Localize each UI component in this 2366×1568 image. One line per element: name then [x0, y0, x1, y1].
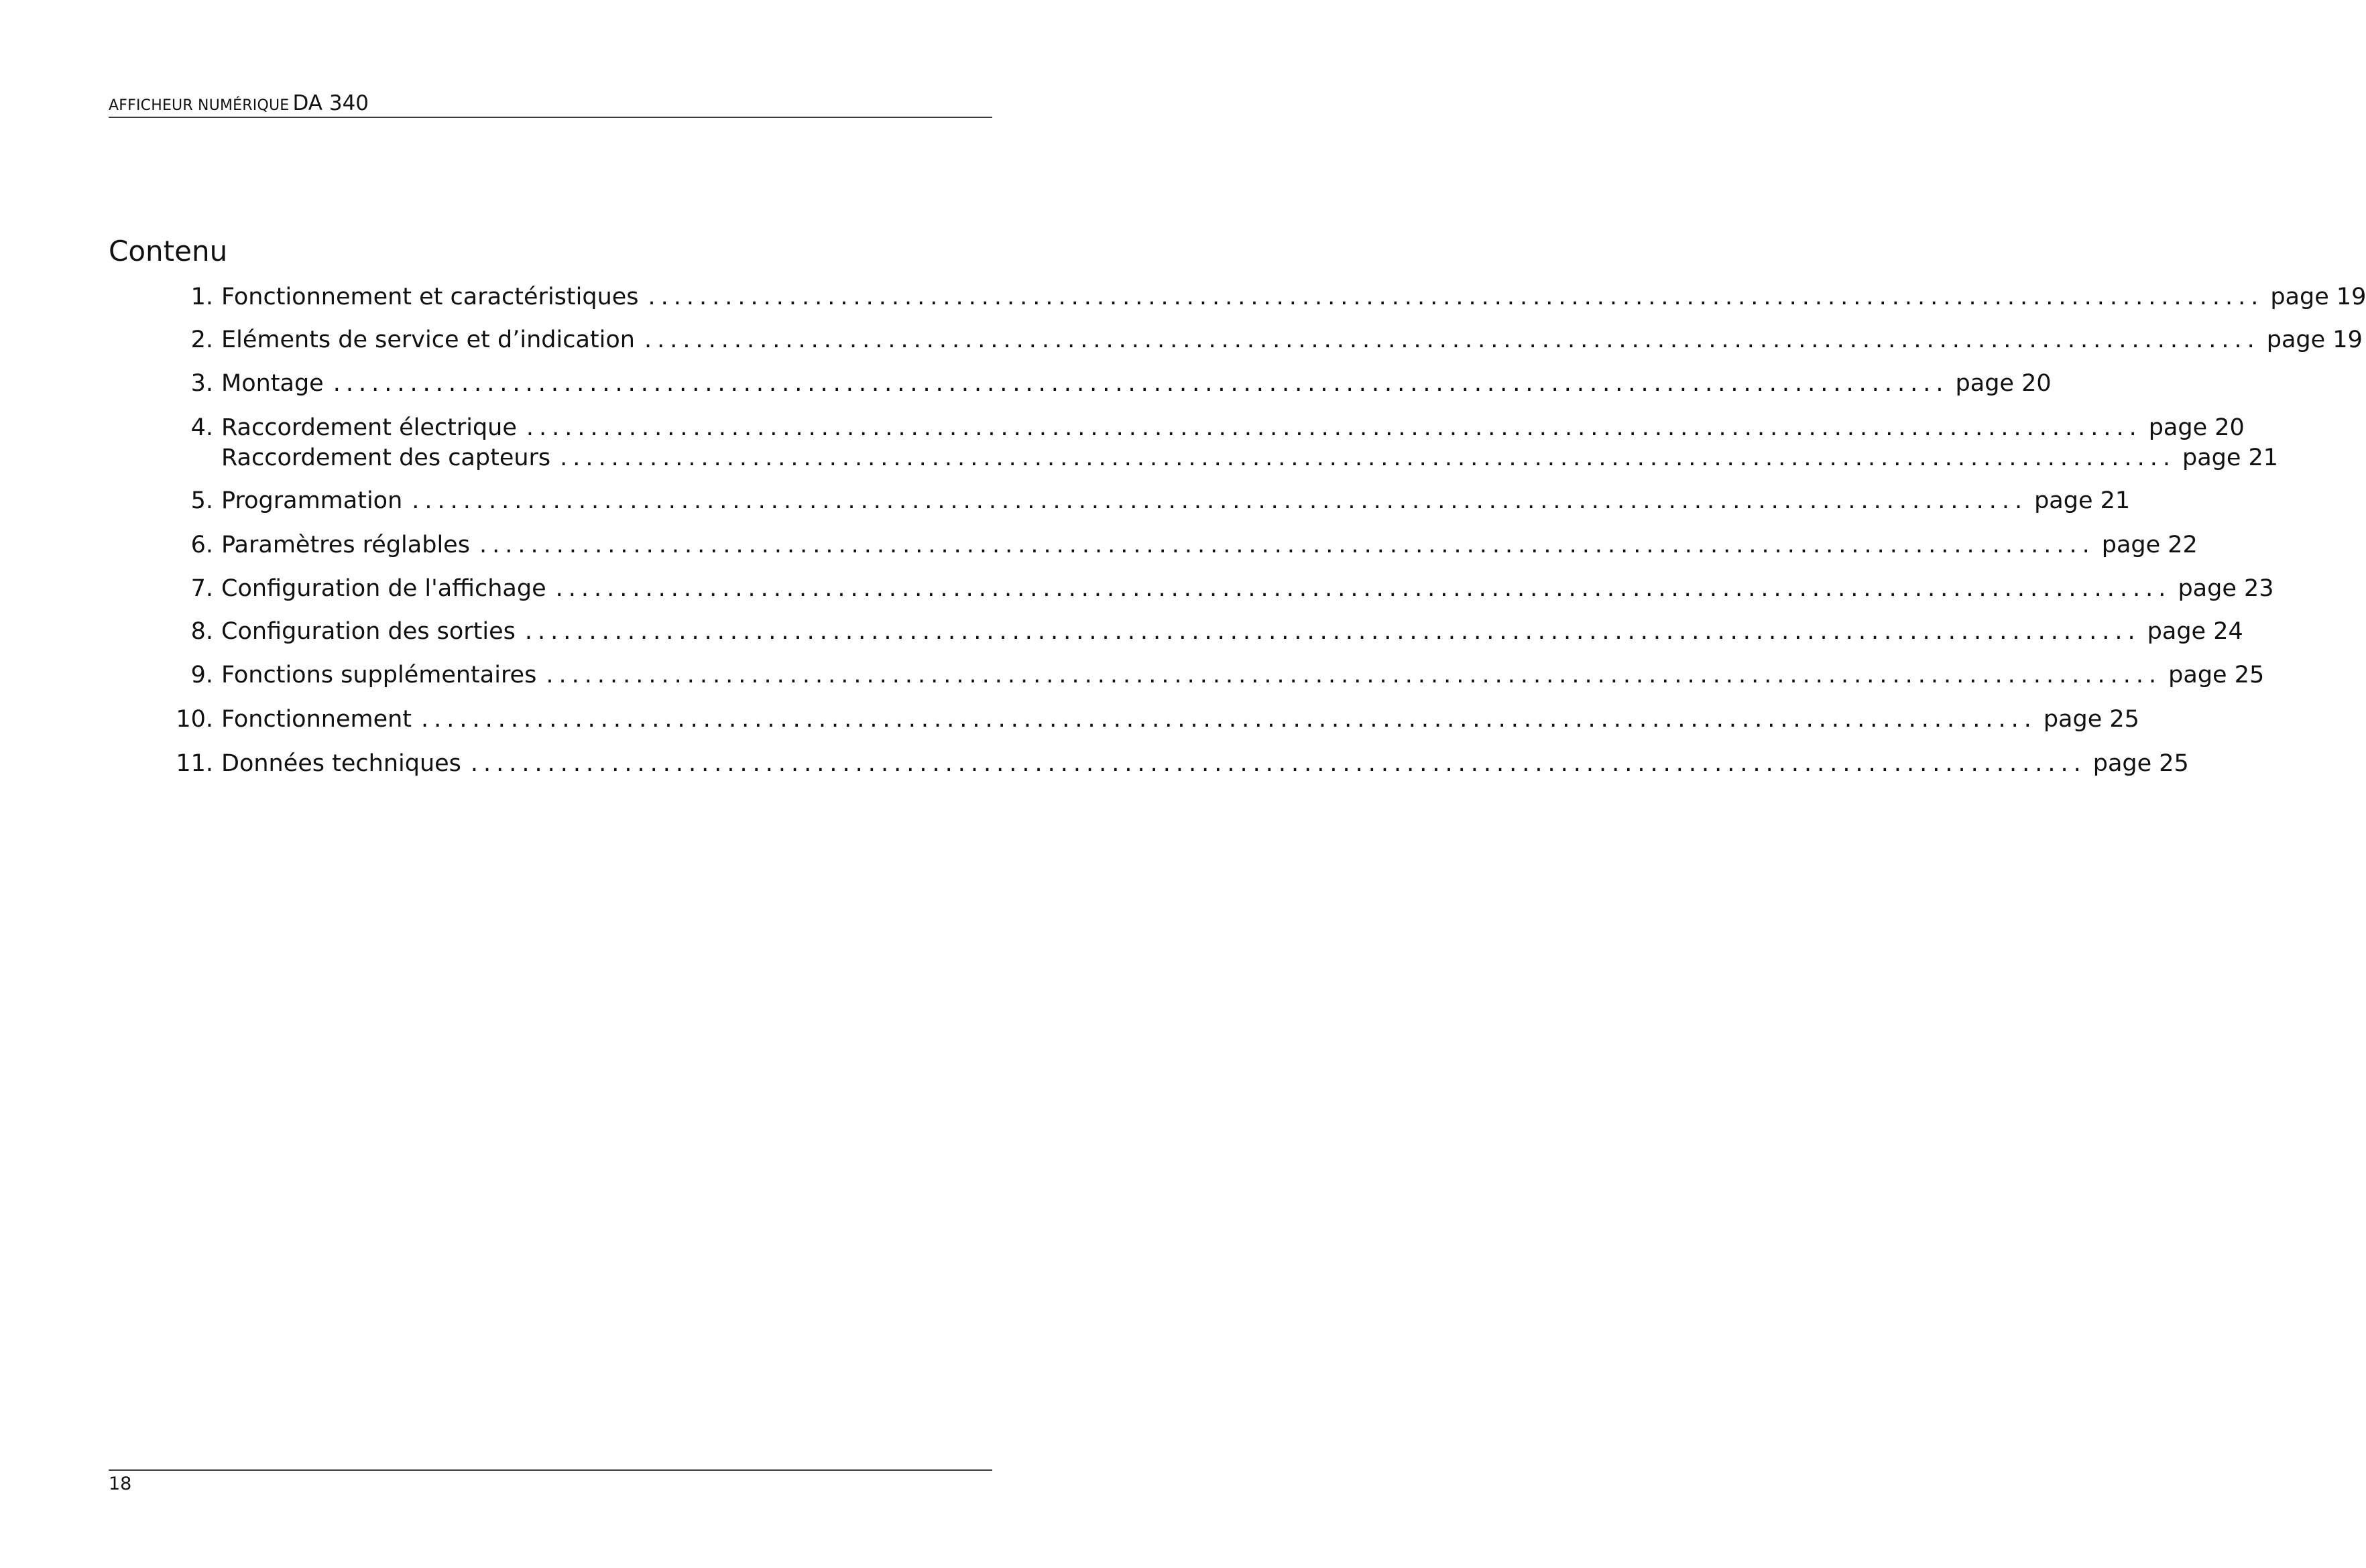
toc-entry-number: 4.: [190, 414, 213, 441]
toc-entry-label: Fonctionnement et caractéristiques: [221, 284, 639, 310]
toc-entry-page: page 24: [2147, 618, 2243, 645]
toc-entry-page: page 19: [2270, 284, 2366, 310]
toc-entry-label: Données techniques: [221, 750, 461, 777]
toc-entry-page: page 19: [2266, 326, 2363, 353]
dot-leader: ..............................................................................................................................: [560, 444, 2176, 471]
toc-entry-label: Fonctions supplémentaires: [221, 662, 537, 688]
page-number: 18: [109, 1473, 132, 1494]
toc-entry-label: Raccordement des capteurs: [221, 444, 551, 471]
toc-entry-label: Fonctionnement: [221, 706, 412, 733]
dot-leader: ..............................................................................................................................: [412, 487, 2028, 514]
toc-entry-page: page 22: [2101, 532, 2198, 558]
running-header: [109, 87, 992, 118]
toc-entry-9[interactable]: [174, 660, 2265, 690]
dot-leader: ..............................................................................................................................: [421, 706, 2037, 733]
toc-entry-label: Programmation: [221, 487, 403, 514]
toc-entry-number: 2.: [190, 326, 213, 353]
toc-entry-5[interactable]: [174, 486, 2131, 516]
dot-leader: ..............................................................................................................................: [524, 618, 2141, 645]
dot-leader: ..............................................................................................................................: [470, 750, 2086, 777]
toc-entry-label: Paramètres réglables: [221, 532, 470, 558]
toc-entry-number: 7.: [190, 575, 213, 602]
toc-entry-number: 8.: [190, 618, 213, 645]
toc-entry-page: page 20: [2148, 414, 2245, 441]
toc-entry-page: page 21: [2034, 487, 2131, 514]
toc-entry-page: page 25: [2043, 706, 2139, 733]
toc-entry-number: 10.: [176, 706, 213, 733]
toc-entry-label: Configuration de l'affichage: [221, 575, 546, 602]
dot-leader: ..............................................................................................................................: [648, 284, 2264, 310]
toc-entry-label: Configuration des sorties: [221, 618, 516, 645]
toc-entry-label: Eléments de service et d’indication: [221, 326, 635, 353]
toc-entry-11[interactable]: [174, 749, 2189, 778]
toc-entry-number: 11.: [176, 750, 213, 777]
toc-entry-6[interactable]: [174, 530, 2198, 560]
toc-entry-10[interactable]: [174, 705, 2139, 734]
dot-leader: ..............................................................................................................................: [526, 414, 2142, 441]
toc-entry-3[interactable]: [174, 369, 2052, 398]
toc-entry-page: page 20: [1955, 370, 2052, 397]
dot-leader: ..............................................................................................................................: [333, 370, 1949, 397]
toc-entry-4-subsection[interactable]: [174, 443, 2279, 473]
header-title: [109, 93, 369, 114]
toc-entry-page: page 25: [2168, 662, 2265, 688]
toc-entry-page: page 25: [2092, 750, 2189, 777]
toc-entry-page: page 21: [2182, 444, 2279, 471]
toc-entry-number: 1.: [190, 284, 213, 310]
toc-entry-number: 9.: [190, 662, 213, 688]
toc-entry-8[interactable]: [174, 617, 2243, 646]
dot-leader: ..............................................................................................................................: [555, 575, 2172, 602]
header-product-type: AFFICHEUR NUMÉRIQUE: [109, 97, 290, 114]
toc-entry-number: 6.: [190, 532, 213, 558]
toc-entry-page: page 23: [2178, 575, 2274, 602]
toc-entry-number: 3.: [190, 370, 213, 397]
toc-entry-1[interactable]: [174, 282, 2366, 312]
toc-entry-label: Raccordement électrique: [221, 414, 517, 441]
toc-entry-2[interactable]: [174, 325, 2363, 355]
dot-leader: ..............................................................................................................................: [546, 662, 2162, 688]
toc-title: Contenu: [109, 235, 228, 267]
header-model: DA 340: [292, 91, 369, 115]
dot-leader: ..............................................................................................................................: [644, 326, 2260, 353]
dot-leader: ..............................................................................................................................: [479, 532, 2095, 558]
toc-entry-label: Montage: [221, 370, 324, 397]
toc-entry-number: 5.: [190, 487, 213, 514]
footer-rule: [109, 1469, 992, 1471]
toc-entry-4[interactable]: [174, 413, 2245, 442]
toc-entry-7[interactable]: [174, 574, 2274, 603]
